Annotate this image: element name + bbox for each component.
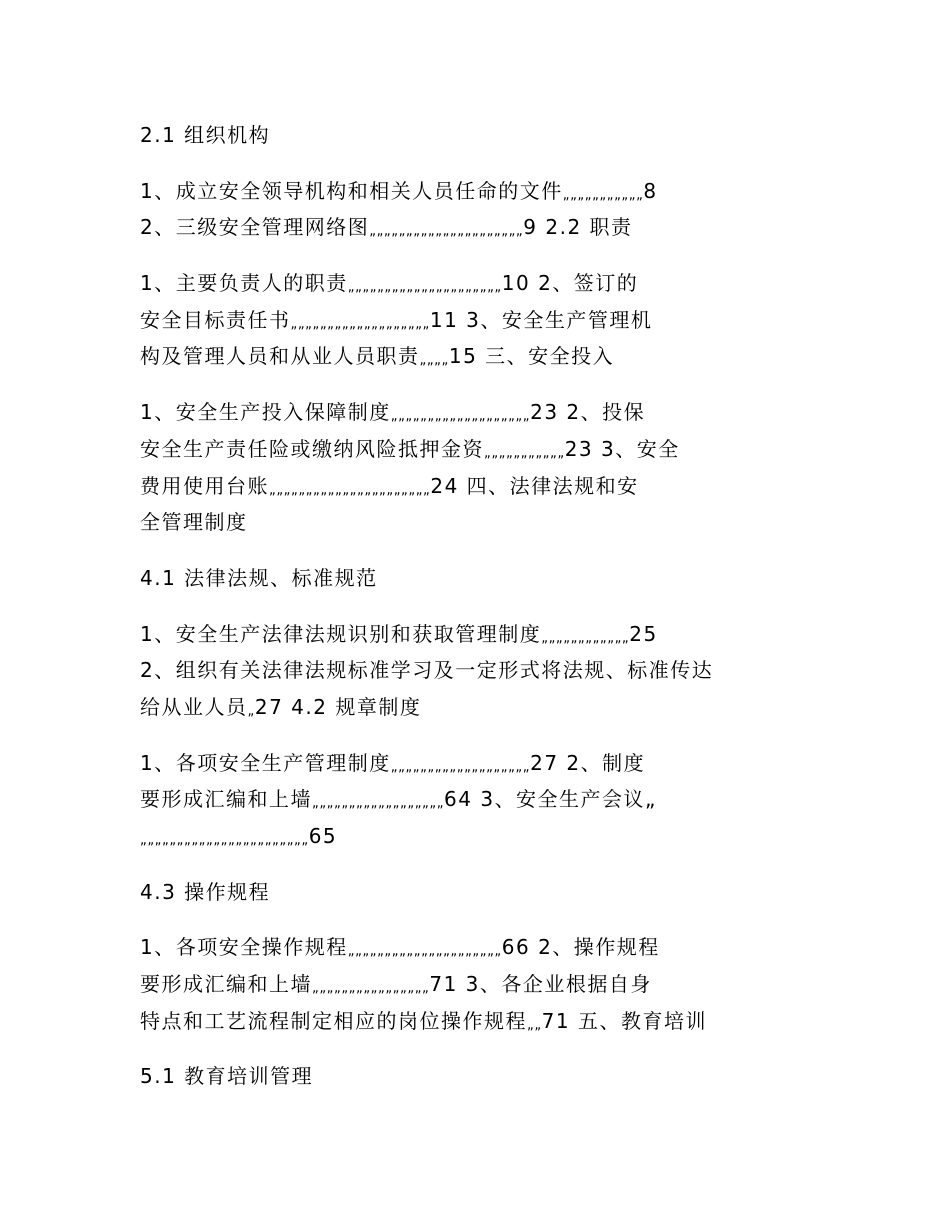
- toc-entry-text: 给从业人员: [140, 694, 248, 719]
- toc-page-number: 15 三、安全投入: [448, 344, 615, 369]
- toc-line: [140, 689, 820, 726]
- toc-entry-text: 1、主要负责人的职责: [140, 271, 348, 296]
- toc-entry-text: 安全目标责任书: [140, 307, 291, 332]
- toc-line: [140, 781, 820, 818]
- leader-dots: „„„„„„„„„„„„„„„„„„„: [390, 759, 531, 775]
- toc-line: [140, 1003, 820, 1040]
- toc-entry-text: 1、各项安全生产管理制度: [140, 750, 391, 775]
- leader-dots: „„„„„„„„„„„„„„„„„„„„„: [347, 944, 502, 960]
- toc-line: [140, 302, 820, 339]
- toc-paragraph: [140, 616, 820, 726]
- section-heading-4-1: 4.1 法律法规、标准规范: [140, 565, 378, 590]
- leader-dots: „: [247, 703, 255, 719]
- toc-line: [140, 173, 820, 210]
- toc-entry-text: 全管理制度: [140, 510, 248, 535]
- toc-entry-text: 费用使用台账: [140, 473, 269, 498]
- toc-page-number: 8: [643, 178, 658, 203]
- toc-entry-text: 构及管理人员和从业人员职责: [140, 344, 420, 369]
- toc-entry-text: 要形成汇编和上墙: [140, 787, 312, 812]
- toc-line: [140, 745, 820, 782]
- toc-line: [140, 394, 820, 431]
- leader-dots: „„„„„„„„„„„„„„„„„„: [312, 796, 445, 812]
- leader-dots: „„„„„„„„„„„„: [541, 630, 630, 646]
- toc-page-number: 9 2.2 职责: [523, 215, 633, 240]
- leader-dots: „„„„„„„„„„„: [562, 187, 644, 203]
- leader-dots: „„: [527, 1017, 542, 1033]
- toc-line: [140, 818, 820, 855]
- toc-paragraph: [140, 173, 820, 246]
- toc-entry-text: 安全生产责任险或缴纳风险抵押金资: [140, 436, 484, 461]
- section-heading-5-1: 5.1 教育培训管理: [140, 1064, 314, 1089]
- leader-dots: „„„„„„„„„„„„„„„„: [312, 981, 430, 997]
- toc-entry-text: 2、组织有关法律法规标准学习及一定形式将法规、标准传达: [140, 658, 714, 683]
- toc-entry-text: 1、成立安全领导机构和相关人员任命的文件: [140, 178, 563, 203]
- toc-entry-text: 2、三级安全管理网络图: [140, 215, 370, 240]
- toc-paragraph: [140, 929, 820, 1039]
- toc-page-number: 27 2、制度: [530, 750, 646, 775]
- toc-page-number: 24 四、法律法规和安: [430, 473, 639, 498]
- toc-line: [140, 504, 820, 541]
- toc-page-number: 27 4.2 规章制度: [254, 694, 422, 719]
- toc-entry-text: 1、安全生产法律法规识别和获取管理制度: [140, 621, 542, 646]
- section-heading-2-1: 2.1 组织机构: [140, 123, 271, 147]
- leader-dots: „„„„„„„„„„„„„„„„„„„: [290, 316, 430, 332]
- toc-page-number: 23 3、安全: [564, 436, 680, 461]
- leader-dots: „„„„„„„„„„„„„„„„„„„„„„: [269, 482, 431, 498]
- toc-line: [140, 338, 820, 375]
- toc-page-number: 65: [308, 824, 338, 848]
- toc-line: [140, 431, 820, 468]
- toc-paragraph: [140, 265, 820, 375]
- toc-page-number: 11 3、安全生产管理机: [429, 307, 653, 332]
- toc-line: [140, 616, 820, 653]
- toc-line: [140, 468, 820, 505]
- toc-page-number: 10 2、签订的: [501, 271, 639, 296]
- toc-paragraph: [140, 745, 820, 855]
- toc-paragraph: [140, 394, 820, 541]
- toc-entry-text: 1、各项安全操作规程: [140, 935, 348, 960]
- leader-dots: „„„„„„„„„„„„„„„„„„„„„: [369, 224, 524, 240]
- leader-dots: „„„„„„„„„„„„„„„„„„„„„„„: [140, 833, 309, 848]
- leader-dots: „„„„„„„„„„„„„„„„„„„: [390, 409, 531, 425]
- toc-line: [140, 265, 820, 302]
- section-heading-4-3: 4.3 操作规程: [140, 879, 271, 904]
- toc-page-number: 64 3、安全生产会议„: [444, 787, 657, 812]
- toc-content: [140, 117, 820, 1114]
- toc-line: [140, 966, 820, 1003]
- toc-page-number: 25: [629, 621, 658, 646]
- toc-entry-text: 要形成汇编和上墙: [140, 972, 312, 997]
- toc-page-number: 66 2、操作规程: [501, 935, 660, 960]
- leader-dots: „„„„: [419, 353, 449, 369]
- toc-page-number: 71 3、各企业根据自身: [429, 972, 652, 997]
- leader-dots: „„„„„„„„„„„„„„„„„„„„„: [347, 280, 502, 296]
- toc-line: [140, 929, 820, 966]
- toc-page-number: 71 五、教育培训: [541, 1008, 707, 1033]
- toc-entry-text: 特点和工艺流程制定相应的岗位操作规程: [140, 1008, 527, 1033]
- toc-page-number: 23 2、投保: [530, 400, 646, 425]
- toc-line: [140, 652, 820, 689]
- leader-dots: „„„„„„„„„„„: [484, 445, 565, 461]
- toc-line: [140, 209, 820, 246]
- toc-entry-text: 1、安全生产投入保障制度: [140, 400, 391, 425]
